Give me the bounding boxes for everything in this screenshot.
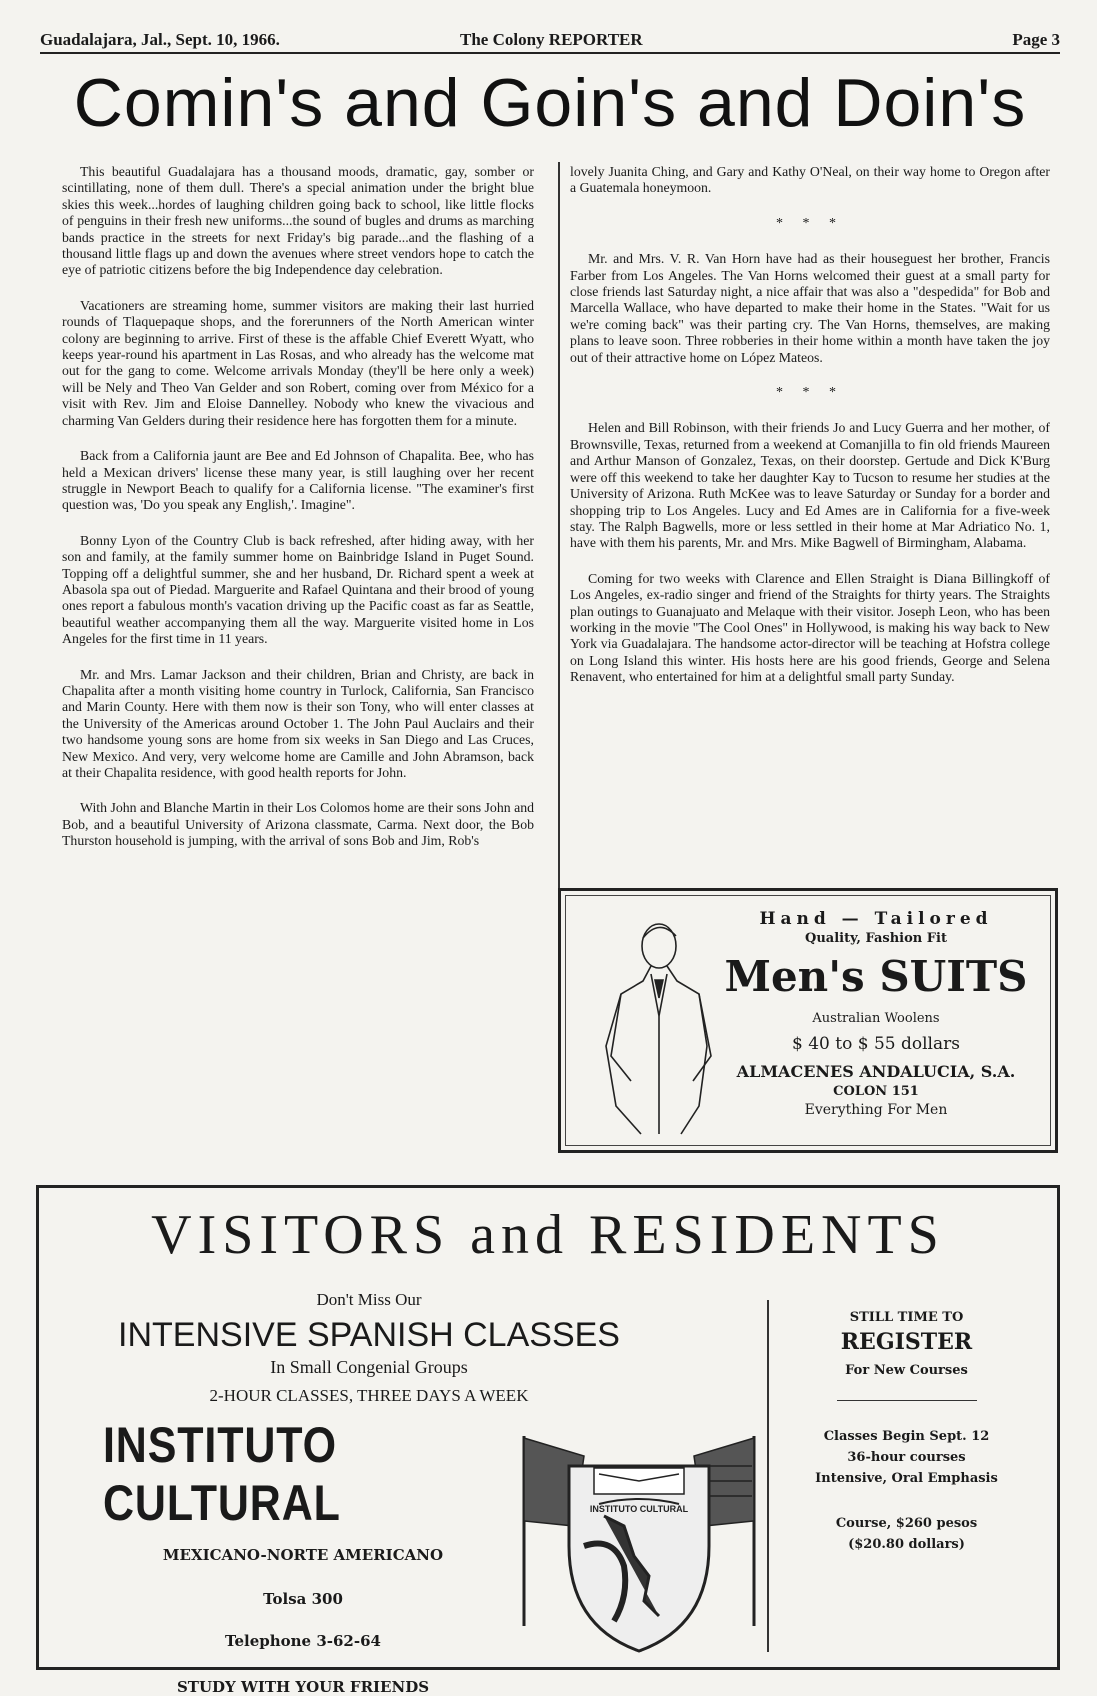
classes-title: INTENSIVE SPANISH CLASSES [118, 1316, 620, 1354]
registration-box [767, 1300, 1044, 1652]
divider [837, 1400, 977, 1401]
school-slogan: STUDY WITH YOUR FRIENDS [176, 1678, 430, 1696]
paragraph: Vacationers are streaming home, summer visitors are making their last hurried rounds of Tlaquepaque shops, and the forerunners of the North American winter colony are beginning to arrive. First of these is the affable Chief Everett Wyatt, who keeps year-round his apartment in Las Rosas, and who already has the welcome mat out for the gang to come. Welcome arrivals Monday (they'll be here only a week) will be Nely and Theo Van Gelder and son Robert, coming over from México for a visit with Rev. Jim and Eloise Dannelley. Nobody who knew the vivacious and charming Van Gelders during their residence here has forgotten them for a minute. [62, 297, 534, 428]
new-courses: For New Courses [845, 1363, 968, 1378]
paragraph: Bonny Lyon of the Country Club is back refreshed, after hiding away, with her son and family, at the family summer home on Bainbridge Island in Puget Sound. Topping off a delightful summer, she and her husband, Dr. Richard spent a week at Abasola spa out of Piedad. Marguerite and Rafael Quintana and their brood of young ones report a fabulous month's vacation driving up the Pacific coast as far as Seattle, beautiful weather accompanying them all the way. Marguerite visited home in Los Angeles for the first time in 11 years. [62, 532, 534, 647]
school-ad-details [103, 1416, 543, 1696]
section-divider: * * * [776, 215, 844, 231]
schedule-line: 2-HOUR CLASSES, THREE DAYS A WEEK [209, 1386, 529, 1405]
suits-ad-text [711, 909, 1041, 1118]
school-advertisement [36, 1185, 1060, 1696]
paragraph: Coming for two weeks with Clarence and Ellen Straight is Diana Billingkoff of Los Angeles, ex-radio singer and friend of the Straights for thirty years. The Straights plan outings to Guanajuato and Melaque with their visitor. Joseph Leon, who has been working in the movie "The Cool Ones" in Hollywood, is making his way back to New York via Guadalajara. The handsome actor-director will be teaching at Hofstra college on Long Island this winter. His hosts here are his good friends, George and Selena Renavent, who entertained for him at a delightful small party Sunday. [570, 570, 1050, 685]
groups-line: In Small Congenial Groups [270, 1357, 468, 1377]
school-ad-headline: VISITORS and RESIDENTS [151, 1204, 945, 1266]
registration-text [769, 1310, 1044, 1552]
masthead-dateline: Guadalajara, Jal., Sept. 10, 1966. [40, 30, 280, 49]
paragraph: Back from a California jaunt are Bee and Ed Johnson of Chapalita. Bee, who has held a Mexican drivers' license these many year, is still laughing over her recent struggle in Newport Beach to qualify for a California license. "The examiner's first question was, 'Do you speak any English,'. Imagine". [62, 448, 534, 513]
suits-price: $ 40 to $ 55 dollars [792, 1034, 960, 1054]
institute-name: INSTITUTO CULTURAL [103, 1417, 341, 1531]
section-divider: * * * [776, 385, 844, 401]
institute-phone: Telephone 3-62-64 [225, 1632, 381, 1650]
dont-miss: Don't Miss Our [316, 1290, 422, 1309]
course-dollars: ($20.80 dollars) [848, 1537, 965, 1552]
seal-text: INSTITUTO CULTURAL [589, 1504, 689, 1514]
school-ad-main [59, 1290, 679, 1406]
institute-subtitle: MEXICANO-NORTE AMERICANO [162, 1546, 444, 1564]
suits-headline: Men's SUITS [724, 952, 1028, 1001]
masthead-title: The Colony REPORTER [460, 30, 643, 49]
paragraph: lovely Juanita Ching, and Gary and Kathy O'Neal, on their way home to Oregon after a Guatemala honeymoon. [570, 164, 1050, 196]
masthead-page: Page 3 [1012, 30, 1060, 49]
right-column [570, 164, 1050, 705]
institute-address: Tolsa 300 [263, 1590, 343, 1608]
suits-slogan: Everything For Men [804, 1102, 948, 1118]
left-column [62, 164, 534, 869]
masthead [40, 30, 1060, 54]
suits-quality: Quality, Fashion Fit [805, 931, 947, 946]
register-label: REGISTER [840, 1329, 973, 1355]
institute-seal-logo [514, 1426, 764, 1656]
classes-begin: Classes Begin Sept. 12 [823, 1429, 990, 1444]
suits-hand-tailored: Hand — Tailored [759, 909, 993, 929]
suits-store: ALMACENES ANDALUCIA, S.A. [736, 1062, 1016, 1081]
course-price: Course, $260 pesos [835, 1516, 978, 1531]
page-headline: Comin's and Goin's and Doin's [73, 65, 1027, 141]
suits-advertisement [558, 888, 1058, 1153]
course-hours: 36-hour courses [847, 1450, 966, 1465]
paragraph: Mr. and Mrs. Lamar Jackson and their children, Brian and Christy, are back in Chapalita after a month visiting home country in Turlock, California, San Francisco and Marin County. Here with them now is their son Tony, who will enter classes at the University of the Americas around October 1. The John Paul Auclairs and their two handsome young sons are home from six weeks in San Diego and Las Cruces, New Mexico. And very, very welcome home are Camille and John Abramson, back at their Chapalita residence, with good health reports for John. [62, 666, 534, 780]
still-time: STILL TIME TO [849, 1310, 964, 1325]
suits-address: COLON 151 [833, 1084, 919, 1099]
paragraph: Mr. and Mrs. V. R. Van Horn have had as their houseguest her brother, Francis Farber from Los Angeles. The Van Horns welcomed their guest at a small party for close friends last Saturday night, a nice affair that was also a "despedida" for Bob and Marcella Wallace, who have departed to make their home in the States. "Wait for us we're coming back" was their parting cry. The Van Horns, themselves, are making plans to leave soon. Three robberies in their home within a month have taken the joy out of their attractive home on López Mateos. [570, 251, 1050, 365]
paragraph: Helen and Bill Robinson, with their friends Jo and Lucy Guerra and her mother, of Brownsville, Texas, returned from a weekend at Comanjilla to fin old friends Maureen and Arthur Manson of Gonzalez, Texas, on their doorstep. Gertude and Dick K'Burg were off this weekend to take her daughter Kay to Tucson to resume her studies at the University of Arizona. Ruth McKee was to leave Saturday or Sunday for a border and shopping trip to Los Angeles. Lucy and Ed Ames are in California for a five-week stay. The Ralph Bagwells, more or less settled in their home at Mar Adriatico No. 1, have with them his parents, Mr. and Mrs. Mike Bagwell of Birmingham, Alabama. [570, 420, 1050, 551]
course-emphasis: Intensive, Oral Emphasis [815, 1471, 998, 1486]
suits-fabric: Australian Woolens [812, 1011, 940, 1026]
paragraph: With John and Blanche Martin in their Los Colomos home are their sons John and Bob, and a beautiful University of Arizona classmate, Carma. Next door, the Bob Thurston household is jumping, with the arrival of sons Bob and Jim, Rob's [62, 800, 534, 849]
paragraph: This beautiful Guadalajara has a thousand moods, dramatic, gay, somber or scintillating, none of them dull. There's a special animation under the bright blue skies this week...hordes of laughing children going back to school, like little flocks of penguins in their fresh new uniforms...the sound of bugles and drums as marching bands practice in the streets for next Friday's big parade...and the flashing of a thousand little flags up and down the avenues where street vendors hope to catch the eye of patriotic citizens before the big Independence day celebration. [62, 164, 534, 278]
man-in-suit-illustration [581, 906, 731, 1136]
